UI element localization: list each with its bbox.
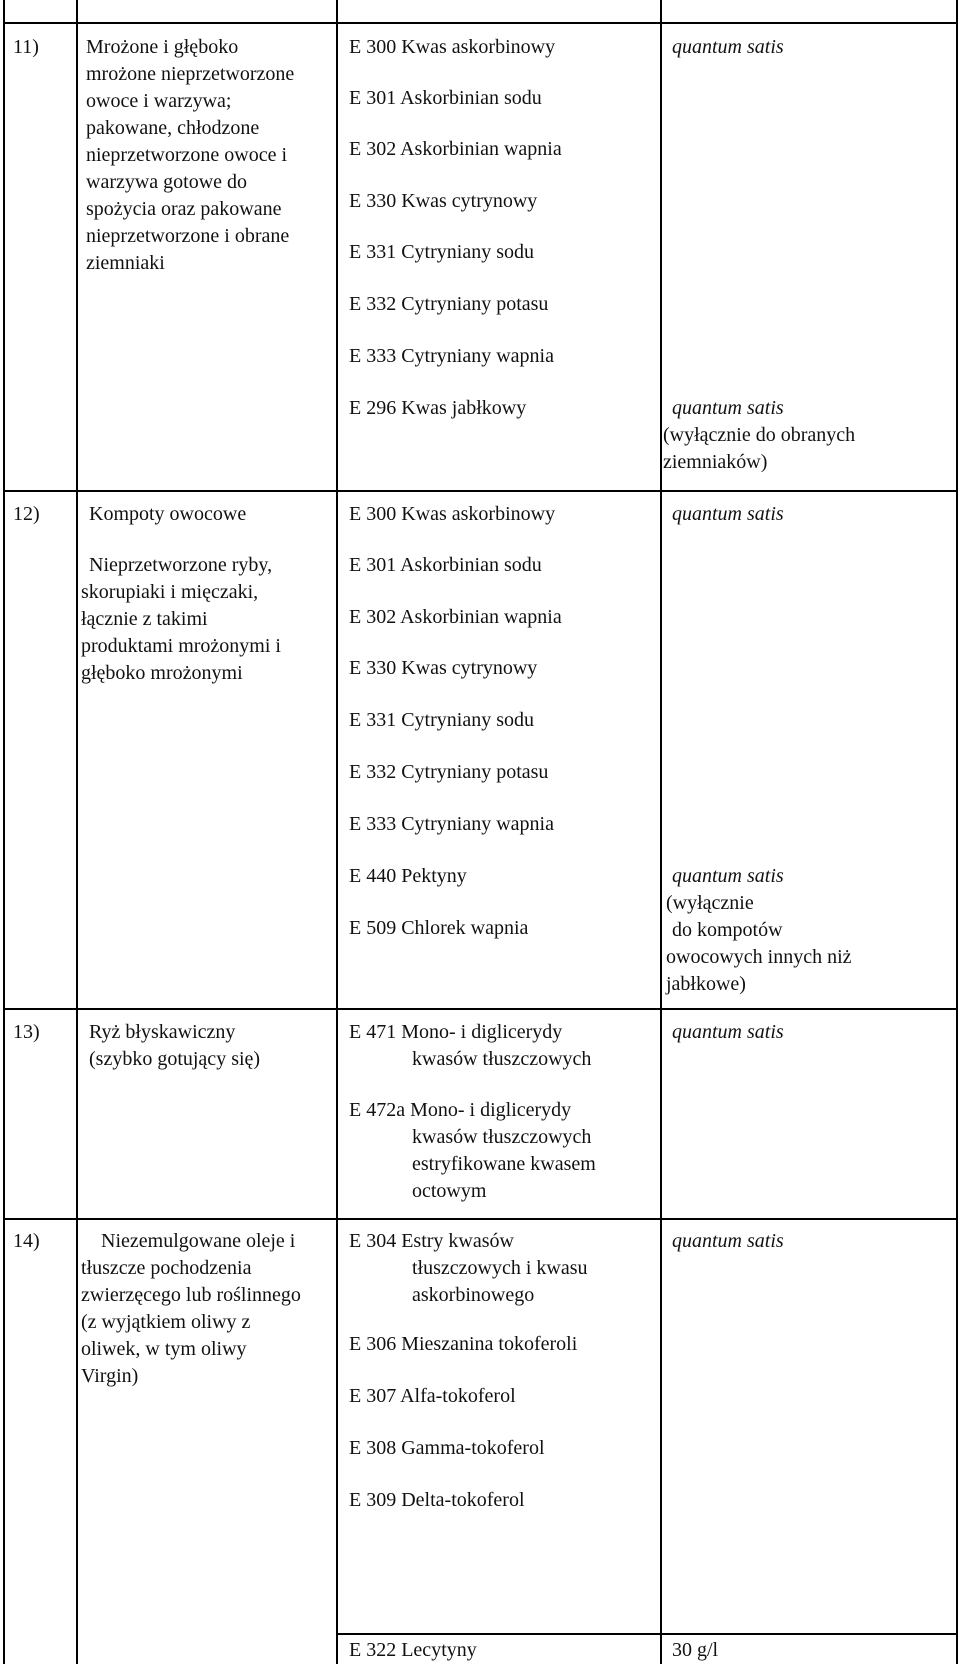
max-level bbox=[666, 863, 852, 998]
max-level: 30 g/l bbox=[672, 1639, 719, 1661]
additive-line: kwasów tłuszczowych bbox=[412, 1126, 592, 1148]
description-line: łącznie z takimi bbox=[81, 608, 208, 630]
description-line: owoce i warzywa; bbox=[86, 90, 232, 112]
additive-line: E 471 Mono- i diglicerydy bbox=[349, 1021, 563, 1043]
additive: E 301 Askorbinian sodu bbox=[349, 554, 542, 576]
description-line: warzywa gotowe do bbox=[86, 171, 248, 193]
additive bbox=[349, 1228, 588, 1309]
max-level bbox=[663, 395, 855, 476]
additive: E 309 Delta-tokoferol bbox=[349, 1489, 525, 1511]
row-number: 13) bbox=[13, 1021, 40, 1043]
additive: E 333 Cytryniany wapnia bbox=[349, 345, 554, 367]
category-description bbox=[81, 1228, 301, 1390]
additive: E 333 Cytryniany wapnia bbox=[349, 813, 554, 835]
additive-line: E 304 Estry kwasów bbox=[349, 1230, 514, 1252]
max-level-value: quantum satis bbox=[672, 865, 784, 887]
max-level: quantum satis bbox=[672, 503, 784, 525]
max-level-note: ziemniaków) bbox=[663, 451, 768, 473]
description-line: Ryż błyskawiczny bbox=[89, 1021, 236, 1043]
row-number: 12) bbox=[13, 503, 40, 525]
max-level: quantum satis bbox=[672, 1230, 784, 1252]
description-line: skorupiaki i mięczaki, bbox=[81, 581, 259, 603]
column-divider-2 bbox=[336, 0, 338, 1664]
description-line: spożycia oraz pakowane bbox=[86, 198, 282, 220]
additive-line: tłuszczowych i kwasu bbox=[412, 1257, 588, 1279]
additive: E 332 Cytryniany potasu bbox=[349, 293, 549, 315]
max-level: quantum satis bbox=[672, 1021, 784, 1043]
row-divider bbox=[3, 1218, 957, 1220]
description-line: (z wyjątkiem oliwy z bbox=[81, 1311, 251, 1333]
additive: E 330 Kwas cytrynowy bbox=[349, 190, 538, 212]
description-line: nieprzetworzone owoce i bbox=[86, 144, 288, 166]
description-line: tłuszcze pochodzenia bbox=[81, 1257, 252, 1279]
description-line: nieprzetworzone i obrane bbox=[86, 225, 290, 247]
description-line: głęboko mrożonymi bbox=[81, 662, 243, 684]
max-level-note: (wyłącznie bbox=[666, 892, 754, 914]
row-divider bbox=[3, 22, 957, 24]
description-line: mrożone nieprzetworzone bbox=[86, 63, 295, 85]
additive-line: estryfikowane kwasem bbox=[412, 1153, 596, 1175]
additive-line: E 472a Mono- i diglicerydy bbox=[349, 1099, 572, 1121]
category-description bbox=[86, 34, 294, 277]
table-border-left bbox=[3, 0, 5, 1664]
column-divider-3 bbox=[660, 0, 662, 1664]
additive bbox=[349, 1019, 591, 1073]
additive-line: askorbinowego bbox=[412, 1284, 535, 1306]
additive: E 307 Alfa-tokoferol bbox=[349, 1385, 516, 1407]
additive: E 306 Mieszanina tokoferoli bbox=[349, 1333, 578, 1355]
row-number: 14) bbox=[13, 1230, 40, 1252]
category-description bbox=[81, 552, 281, 687]
additive: E 302 Askorbinian wapnia bbox=[349, 606, 562, 628]
additive: E 300 Kwas askorbinowy bbox=[349, 503, 556, 525]
description-line: ziemniaki bbox=[86, 252, 165, 274]
description-line: produktami mrożonymi i bbox=[81, 635, 281, 657]
category-description: Kompoty owocowe bbox=[89, 503, 247, 525]
description-line: oliwek, w tym oliwy bbox=[81, 1338, 247, 1360]
additive: E 332 Cytryniany potasu bbox=[349, 761, 549, 783]
additive: E 440 Pektyny bbox=[349, 865, 467, 887]
additive: E 330 Kwas cytrynowy bbox=[349, 657, 538, 679]
row-number: 11) bbox=[13, 36, 39, 58]
additive bbox=[349, 1097, 596, 1205]
additive: E 296 Kwas jabłkowy bbox=[349, 397, 527, 419]
additive: E 331 Cytryniany sodu bbox=[349, 241, 534, 263]
description-line: Mrożone i głęboko bbox=[86, 36, 239, 58]
column-divider-1 bbox=[76, 0, 78, 1664]
additive: E 300 Kwas askorbinowy bbox=[349, 36, 556, 58]
additive: E 322 Lecytyny bbox=[349, 1639, 477, 1661]
description-line: Nieprzetworzone ryby, bbox=[89, 554, 273, 576]
max-level-note: jabłkowe) bbox=[666, 973, 746, 995]
row-divider bbox=[336, 1633, 957, 1635]
additive: E 302 Askorbinian wapnia bbox=[349, 138, 562, 160]
additive: E 308 Gamma-tokoferol bbox=[349, 1437, 545, 1459]
max-level-note: owocowych innych niż bbox=[666, 946, 852, 968]
max-level: quantum satis bbox=[672, 36, 784, 58]
description-line: Virgin) bbox=[81, 1365, 139, 1387]
row-divider bbox=[3, 490, 957, 492]
description-line: pakowane, chłodzone bbox=[86, 117, 260, 139]
category-description bbox=[89, 1019, 260, 1073]
max-level-value: quantum satis bbox=[672, 397, 784, 419]
additive: E 331 Cytryniany sodu bbox=[349, 709, 534, 731]
description-line: zwierzęcego lub roślinnego bbox=[81, 1284, 301, 1306]
table-border-right bbox=[956, 0, 958, 1664]
additive-line: kwasów tłuszczowych bbox=[412, 1048, 592, 1070]
max-level-note: do kompotów bbox=[672, 919, 783, 941]
additive: E 509 Chlorek wapnia bbox=[349, 917, 529, 939]
max-level-note: (wyłącznie do obranych bbox=[663, 424, 856, 446]
description-line: (szybko gotujący się) bbox=[89, 1048, 261, 1070]
description-line: Niezemulgowane oleje i bbox=[101, 1230, 296, 1252]
row-divider bbox=[3, 1008, 957, 1010]
additive: E 301 Askorbinian sodu bbox=[349, 87, 542, 109]
additive-line: octowym bbox=[412, 1180, 487, 1202]
